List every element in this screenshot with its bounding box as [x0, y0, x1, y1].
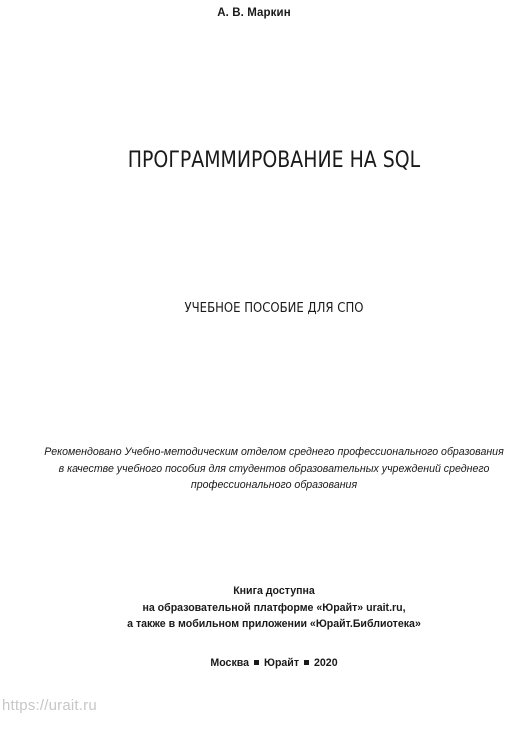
recommendation-text: [30, 444, 508, 494]
imprint-year: 2020: [314, 657, 338, 669]
availability-notice: [0, 583, 508, 633]
imprint-publisher: Юрайт: [264, 657, 300, 669]
availability-line: Книга доступна: [233, 585, 315, 597]
source-watermark: https://urait.ru: [2, 697, 97, 714]
author-name: А. В. Маркин: [217, 7, 291, 19]
square-bullet-icon: [304, 660, 309, 665]
availability-line: а также в мобильном приложении «Юрайт.Библиотека»: [127, 618, 421, 630]
imprint: [0, 657, 508, 669]
book-subtitle: УЧЕБНОЕ ПОСОБИЕ ДЛЯ СПО: [184, 301, 364, 316]
availability-line: на образовательной платформе «Юрайт» urait.ru,: [142, 601, 406, 614]
square-bullet-icon: [254, 660, 259, 665]
recommendation-line: профессионального образования: [190, 479, 358, 491]
recommendation-line: в качестве учебного пособия для студентов образовательных учреждений среднего: [58, 462, 490, 475]
recommendation-line: Рекомендовано Учебно-методическим отделом среднего профессионального образования: [44, 446, 504, 458]
book-title: ПРОГРАММИРОВАНИЕ НА SQL: [127, 148, 421, 173]
imprint-city: Москва: [210, 657, 250, 669]
